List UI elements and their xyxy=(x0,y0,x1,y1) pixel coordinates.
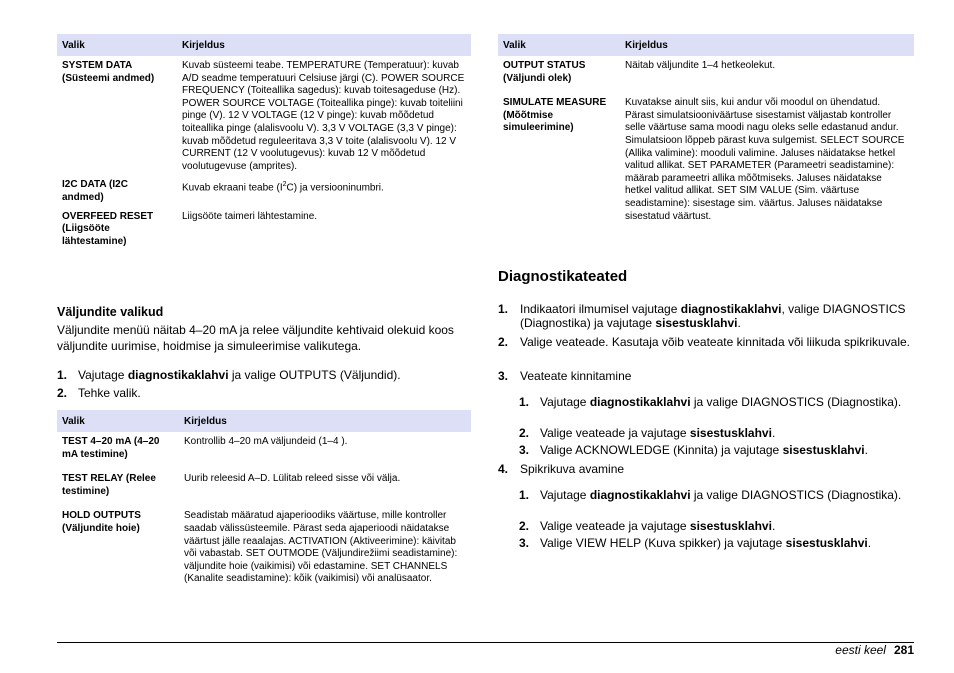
option-description: Kuvab süsteemi teabe. TEMPERATURE (Temperatuur): kuvab A/D seadme temperatuuri Celsiuse järgi (C). POWER SOURCE FREQUENCY (Toiteallika sagedus): kuvab toitesageduse (Hz). POWER SOURCE VOLTAGE (Toiteallika pinge): kuvab toiteliini pinge (V). 12 V VOLTAGE (12 V pinge): kuvab mõõdetud toiteallika pinge (alalisvoolu V). 3,3 V VOLTAGE (3,3 V pinge): kuvab mõõdetud reguleeritava 3,3 V toite (alalisvoolu V). 12 V CURRENT (12 V voolutugevus): kuvab 12 V mõõdetud voolutugevuse (amprites). xyxy=(182,60,465,172)
table-row xyxy=(57,56,471,175)
option-name: OVERFEED RESET (Liigsööte lähtestamine) xyxy=(62,210,154,247)
column-header-option: Valik xyxy=(498,34,620,56)
page-number: 281 xyxy=(893,643,914,657)
system-options-table-block xyxy=(57,34,471,250)
footer-language: eesti keel xyxy=(835,643,886,657)
table-row xyxy=(498,56,914,93)
option-description: Näitab väljundite 1–4 hetkeolekut. xyxy=(625,60,776,71)
option-name: TEST RELAY (Relee testimine) xyxy=(62,473,156,497)
table-row xyxy=(57,432,471,469)
substep-item: 3. Valige VIEW HELP (Kuva spikker) ja vajutage sisestusklahvi. xyxy=(519,536,872,550)
option-description: Kuvatakse ainult siis, kui andur või moodul on ühendatud. Pärast simulatsiooniväärtuse sisestamist väljastab kontroller selle väärtuse sama moodi nagu oleks selle edastanud andur. Simulatsioon lõppeb pärast kuva sulgemist. SELECT SOURCE (Allika valimine): mooduli valimine. Jaluses näidatakse hetkel valitud allikat. SET PARAMETER (Parameetri seadistamine): määrab parameetri allika mõõtmiseks. Jaluses näidatakse hetkel valitud allikat. SET SIM VALUE (Sim. väärtuse seadistamine): sisestage sim. väärtus. Jaluses näidatakse sisestatud väärtust. xyxy=(625,97,905,222)
outputs-intro-paragraph: Väljundite menüü näitab 4–20 mA ja relee väljundite kehtivaid olekuid koos väljundite uurimise, hoidmise ja simuleerimise valikutega. xyxy=(57,323,454,353)
option-description: Seadistab määratud ajaperioodiks väärtuse, mille kontroller saadab välissüsteemile. Pärast seda ajaperioodi näidatakse väärtust jälle reaalajas. ACTIVATION (Aktiveerimine): käivitab või vabastab. SET OUTMODE (Väljundirežiimi seadistamine): väljundite hoie (vaikimisi) või edastamine. SET CHANNELS (Kanalite seadistamine): kõik (vaikimisi) või analüsaator. xyxy=(184,510,458,585)
option-name: OUTPUT STATUS (Väljundi olek) xyxy=(503,60,586,84)
column-header-option: Valik xyxy=(57,34,177,56)
step-item: 2. Tehke valik. xyxy=(57,386,141,400)
option-name: SYSTEM DATA (Süsteemi andmed) xyxy=(62,60,155,84)
table-row xyxy=(57,469,471,506)
footer-divider xyxy=(57,642,914,643)
substep-item: 1. Vajutage diagnostikaklahvi ja valige DIAGNOSTICS (Diagnostika). xyxy=(519,395,902,409)
outputs-options-table xyxy=(57,410,471,588)
system-options-table xyxy=(57,34,471,250)
step-item: 1. Vajutage diagnostikaklahvi ja valige OUTPUTS (Väljundid). xyxy=(57,368,401,382)
option-description: Kontrollib 4–20 mA väljundeid (1–4 ). xyxy=(184,436,348,447)
table-row xyxy=(57,175,471,206)
step-item: 2. Valige veateade. Kasutaja võib veateate kinnitada või liikuda spikrikuvale. xyxy=(498,335,911,349)
option-name: TEST 4–20 mA (4–20 mA testimine) xyxy=(62,436,160,460)
table-row xyxy=(57,207,471,251)
table-row xyxy=(498,93,914,225)
page-footer xyxy=(835,643,914,657)
option-name: I2C DATA (I2C andmed) xyxy=(62,179,128,203)
step-item: 3. Veateate kinnitamine xyxy=(498,369,632,383)
option-description: Liigsööte taimeri lähtestamine. xyxy=(182,210,318,222)
diagnostics-options-table xyxy=(498,34,914,225)
section-title-outputs: Väljundite valikud xyxy=(57,305,164,319)
column-header-description: Kirjeldus xyxy=(179,410,471,432)
option-description: Uurib releesid A–D. Lülitab releed sisse või välja. xyxy=(184,473,401,485)
option-name: SIMULATE MEASURE (Mõõtmise simuleerimine) xyxy=(503,97,607,134)
step-item: 4. Spikrikuva avamine xyxy=(498,462,625,476)
diagnostics-options-table-block xyxy=(498,34,914,225)
option-name: HOLD OUTPUTS (Väljundite hoie) xyxy=(62,510,141,534)
substep-item: 3. Valige ACKNOWLEDGE (Kinnita) ja vajutage sisestusklahvi. xyxy=(519,443,868,457)
substep-item: 2. Valige veateade ja vajutage sisestusklahvi. xyxy=(519,519,776,533)
substep-item: 2. Valige veateade ja vajutage sisestusklahvi. xyxy=(519,426,776,440)
step-item: 1. Indikaatori ilmumisel vajutage diagnostikaklahvi, valige DIAGNOSTICS (Diagnostika) ja vajutage sisestusklahvi. xyxy=(498,302,906,331)
table-row xyxy=(57,506,471,588)
section-heading-diagnostics: Diagnostikateated xyxy=(498,268,628,285)
column-header-option: Valik xyxy=(57,410,179,432)
option-description: Kuvab ekraani teabe $(I^2C)$ ja versiooninumbri. xyxy=(182,181,384,194)
substep-item: 1. Vajutage diagnostikaklahvi ja valige DIAGNOSTICS (Diagnostika). xyxy=(519,488,902,502)
outputs-options-table-block xyxy=(57,410,471,588)
column-header-description: Kirjeldus xyxy=(620,34,914,56)
column-header-description: Kirjeldus xyxy=(177,34,471,56)
